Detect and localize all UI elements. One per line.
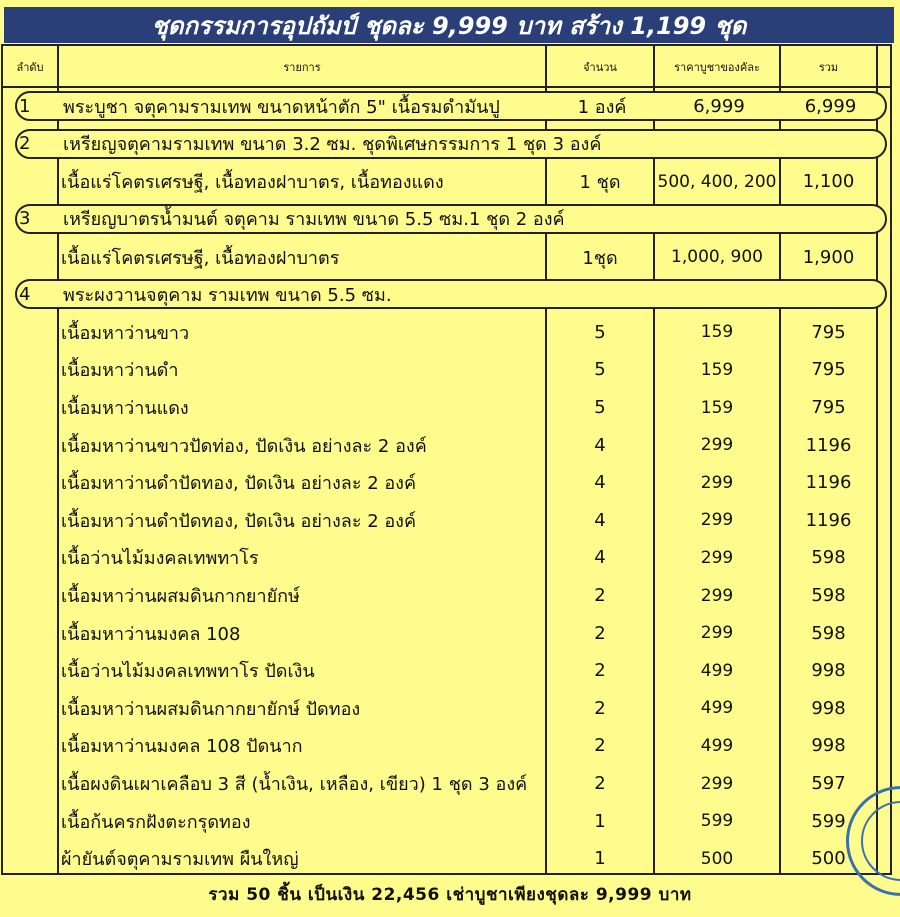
- row-total: 998: [811, 660, 846, 682]
- table-row: [3, 765, 890, 803]
- table-row: [3, 539, 890, 577]
- group-row: [15, 279, 887, 309]
- row-price: [657, 131, 781, 157]
- row-total: 1196: [805, 472, 852, 494]
- row-item: เนื้อมหาว่านขาวปัดท่อง, ปัดเงิน อย่างละ 2 องค์: [61, 435, 427, 457]
- table-row: [3, 314, 890, 352]
- group-row: [15, 204, 887, 234]
- row-qty: 2: [594, 697, 606, 719]
- row-qty: [549, 281, 655, 307]
- row-total: 598: [811, 547, 846, 569]
- row-qty: 2: [594, 585, 606, 607]
- row-item: เนื้อมหาว่านดำ: [61, 360, 179, 382]
- row-number: 4: [19, 283, 31, 305]
- row-price: [657, 206, 781, 232]
- row-total: 998: [811, 735, 846, 757]
- table-row: [3, 577, 890, 615]
- row-item: เนื้อมหาว่านดำปัดทอง, ปัดเงิน อย่างละ 2 องค์: [61, 473, 417, 495]
- row-price: 159: [700, 322, 734, 343]
- row-item: เนื้อมหาว่านมงคล 108: [61, 623, 241, 645]
- page-title: ชุดกรรมการอุปถัมป์ ชุดละ 9,999 บาท สร้าง 1,199 ชุด: [4, 7, 894, 43]
- row-number: 2: [19, 133, 31, 155]
- group-row: [15, 91, 887, 121]
- row-total: 598: [811, 585, 846, 607]
- row-price: 299: [700, 773, 734, 794]
- row-total: 1196: [805, 434, 852, 456]
- row-total: [783, 206, 878, 232]
- row-item: เนื้อมหาว่านแดง: [61, 398, 189, 420]
- row-price: 299: [700, 623, 734, 644]
- row-total: 795: [811, 359, 846, 381]
- table-row: [3, 426, 890, 464]
- row-item: เนื้อแร่โคตรเศรษฐี, เนื้อทองฝาบาตร: [61, 247, 340, 269]
- row-item: เหรียญจตุคามรามเทพ ขนาด 3.2 ซม. ชุดพิเศษกรรมการ 1 ชุด 3 องค์: [63, 134, 602, 156]
- row-qty: 5: [594, 397, 606, 419]
- row-total: 599: [811, 810, 846, 832]
- row-price: 299: [700, 472, 734, 493]
- row-item: พระผงวานจตุคาม รามเทพ ขนาด 5.5 ซม.: [63, 284, 392, 306]
- row-total: 1,100: [802, 171, 855, 193]
- row-price: 499: [700, 735, 734, 756]
- row-price: 1,000, 900: [671, 247, 763, 268]
- row-qty: 2: [594, 735, 606, 757]
- row-item: พระบูชา จตุคามรามเทพ ขนาดหน้าตัก 5" เนื้อรมดำมันปู: [63, 96, 500, 118]
- row-total: 795: [811, 321, 846, 343]
- row-total: [783, 131, 878, 157]
- row-item: เนื้อผงดินเผาเคลือบ 3 สี (น้ำเงิน, เหลือง, เขียว) 1 ชุด 3 องค์: [61, 774, 528, 796]
- row-total: 1,900: [802, 246, 855, 268]
- header-total: รวม: [818, 61, 839, 74]
- row-total: 500: [811, 848, 846, 870]
- table-row: [3, 727, 890, 765]
- row-qty: 1 ชุด: [579, 172, 621, 194]
- row-total: 597: [811, 773, 846, 795]
- row-item: เนื้อมหาว่านผสมดินกากยายักษ์: [61, 586, 300, 608]
- header-item: รายการ: [283, 61, 321, 74]
- table-row: [3, 163, 890, 201]
- row-item: เนื้อมหาว่านขาว: [61, 322, 190, 344]
- row-qty: 5: [594, 359, 606, 381]
- row-price: 6,999: [693, 95, 745, 117]
- row-item: เนื้อว่านไม้มงคลเทพทาโร: [61, 548, 259, 570]
- table-row: [3, 464, 890, 502]
- row-price: 299: [700, 585, 734, 606]
- table-row: [3, 802, 890, 840]
- row-price: 499: [700, 698, 734, 719]
- row-qty: 4: [594, 509, 606, 531]
- header-price: ราคาบูชาของคัละ: [674, 61, 760, 74]
- row-total: 998: [811, 697, 846, 719]
- row-qty: 2: [594, 622, 606, 644]
- row-number: 1: [19, 95, 31, 117]
- row-qty: 2: [594, 660, 606, 682]
- row-item: เนื้อว่านไม้มงคลเทพทาโร ปัดเงิน: [61, 661, 315, 683]
- header-no: ลำดับ: [16, 61, 44, 74]
- table-header: [3, 46, 890, 88]
- row-price: 499: [700, 660, 734, 681]
- row-qty: 1: [594, 848, 606, 870]
- row-qty: 2: [594, 773, 606, 795]
- row-item: เหรียญบาตรน้ำมนต์ จตุคาม รามเทพ ขนาด 5.5 ซม.1 ชุด 2 องค์: [63, 209, 565, 231]
- row-price: 599: [700, 811, 734, 832]
- table-row: [3, 238, 890, 276]
- row-total: 6,999: [804, 95, 857, 117]
- row-price: 500, 400, 200: [657, 171, 777, 192]
- row-qty: 5: [594, 321, 606, 343]
- table-row: [3, 351, 890, 389]
- row-item: เนื้อมหาว่านดำปัดทอง, ปัดเงิน อย่างละ 2 องค์: [61, 510, 417, 532]
- row-total: 795: [811, 397, 846, 419]
- row-price: 299: [700, 510, 734, 531]
- row-number: 3: [19, 208, 31, 230]
- table-row: [3, 614, 890, 652]
- table-row: [3, 690, 890, 728]
- row-item: เนื้อมหาว่านผสมดินกากยายักษ์ ปัดทอง: [61, 698, 361, 720]
- group-row: [15, 129, 887, 159]
- row-price: 159: [700, 359, 734, 380]
- row-price: 500: [700, 848, 734, 869]
- header-qty: จำนวน: [583, 61, 617, 74]
- row-item: เนื้อมหาว่านมงคล 108 ปัดนาก: [61, 736, 303, 758]
- row-price: 159: [700, 397, 734, 418]
- table-row: [3, 389, 890, 427]
- row-qty: 1: [594, 810, 606, 832]
- row-price: 299: [700, 547, 734, 568]
- row-item: เนื้อก้นครกฝังตะกรุดทอง: [61, 811, 251, 833]
- row-qty: [549, 131, 655, 157]
- table-row: [3, 840, 890, 878]
- row-qty: [549, 206, 655, 232]
- row-total: [783, 281, 878, 307]
- summary-footer: รวม 50 ชิ้น เป็นเงิน 22,456 เช่าบูชาเพียงชุดละ 9,999 บาท: [208, 884, 692, 905]
- row-price: 299: [700, 435, 734, 456]
- row-price: [657, 281, 781, 307]
- table-row: [3, 502, 890, 540]
- row-qty: 4: [594, 547, 606, 569]
- row-qty: 1 องค์: [577, 96, 627, 118]
- row-item: เนื้อแร่โคตรเศรษฐี, เนื้อทองฝาบาตร, เนื้อทองแดง: [61, 172, 444, 194]
- row-qty: 4: [594, 472, 606, 494]
- row-item: ผ้ายันต์จตุคามรามเทพ ผืนใหญ่: [61, 849, 299, 871]
- row-qty: 1ชุด: [582, 247, 618, 269]
- row-qty: 4: [594, 434, 606, 456]
- price-table: [1, 44, 892, 875]
- row-total: 1196: [805, 509, 852, 531]
- row-total: 598: [811, 622, 846, 644]
- table-row: [3, 652, 890, 690]
